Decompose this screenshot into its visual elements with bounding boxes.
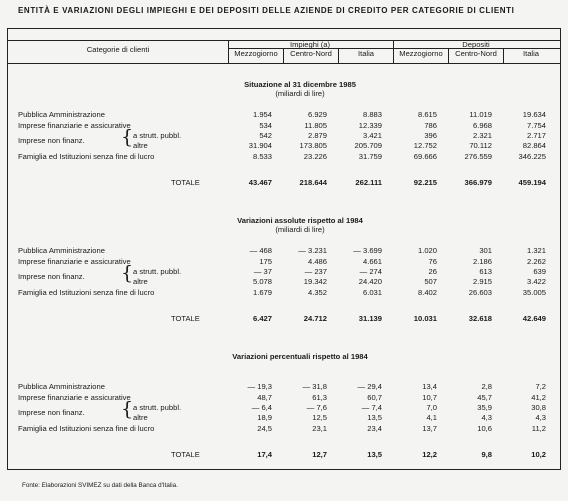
cell-famiglia: 8.402 xyxy=(417,288,437,297)
cell-altre: 5.078 xyxy=(252,277,272,286)
row-label-pa: Pubblica Amministrazione xyxy=(18,382,105,391)
row-label-sub1: a strutt. pubbl. xyxy=(133,131,182,140)
cell-imprese-finanziarie: 4.486 xyxy=(307,257,327,266)
cell-altre: 18,9 xyxy=(257,413,272,422)
cell-pubblica-amministrazione: 19.634 xyxy=(522,110,546,119)
table-title: ENTITÀ E VARIAZIONI DEGLI IMPIEGHI E DEI DEPOSITI DELLE AZIENDE DI CREDITO PER CATEGORIE DI CLIENTI xyxy=(18,6,515,15)
row-label-ifa: Imprese finanziarie e assicurative xyxy=(18,257,131,266)
brace-symbol: { xyxy=(121,262,134,284)
cell-altre: 19.342 xyxy=(303,277,327,286)
row-label-inf: Imprese non finanz. xyxy=(18,408,85,417)
cell-pubblica-amministrazione: 6.929 xyxy=(307,110,327,119)
cell-totale: 366.979 xyxy=(464,178,492,187)
row-label-sub2: altre xyxy=(133,277,148,286)
cell-imprese-finanziarie: 786 xyxy=(424,121,437,130)
cell-strutt-pubbl: — 7,4 xyxy=(361,403,382,412)
header-bottom-rule xyxy=(7,63,561,64)
cell-strutt-pubbl: — 7,6 xyxy=(306,403,327,412)
cell-altre: 173.805 xyxy=(299,141,327,150)
cell-pubblica-amministrazione: 1.020 xyxy=(417,246,437,255)
cell-totale: 32.618 xyxy=(468,314,492,323)
cell-imprese-finanziarie: 175 xyxy=(259,257,272,266)
cell-altre: 70.112 xyxy=(469,141,492,150)
cell-altre: 12.752 xyxy=(413,141,437,150)
cell-totale: 17,4 xyxy=(257,450,272,459)
col-header-centronord-imp: Centro-Nord xyxy=(290,49,332,58)
cell-imprese-finanziarie: 48,7 xyxy=(257,393,272,402)
cell-famiglia: 13,7 xyxy=(422,424,437,433)
cell-altre: 31.904 xyxy=(248,141,272,150)
cell-famiglia: 6.031 xyxy=(362,288,382,297)
row-label-ifa: Imprese finanziarie e assicurative xyxy=(18,121,131,130)
cell-totale: 31.139 xyxy=(358,314,382,323)
row-label-sub2: altre xyxy=(133,141,148,150)
cell-famiglia: 276.559 xyxy=(464,152,492,161)
cell-imprese-finanziarie: 4.661 xyxy=(362,257,382,266)
cell-totale: 12,7 xyxy=(312,450,327,459)
cell-strutt-pubbl: 2.717 xyxy=(526,131,546,140)
cell-imprese-finanziarie: 11.805 xyxy=(304,121,327,130)
cell-totale: 92.215 xyxy=(413,178,437,187)
cell-pubblica-amministrazione: — 3.231 xyxy=(298,246,327,255)
row-label-sub2: altre xyxy=(133,413,148,422)
cell-totale: 218.644 xyxy=(299,178,327,187)
cell-strutt-pubbl: 7,0 xyxy=(426,403,437,412)
cell-totale: 24.712 xyxy=(303,314,327,323)
cell-totale: 12,2 xyxy=(422,450,437,459)
col-divider-3 xyxy=(283,48,284,63)
row-label-totale: TOTALE xyxy=(171,314,200,323)
cell-imprese-finanziarie: 2.262 xyxy=(526,257,546,266)
cell-imprese-finanziarie: 534 xyxy=(259,121,272,130)
cell-altre: 12,5 xyxy=(312,413,327,422)
col-header-mezzogiorno-dep: Mezzogiorno xyxy=(399,49,443,58)
cell-famiglia: 346.225 xyxy=(518,152,546,161)
row-label-totale: TOTALE xyxy=(171,450,200,459)
cell-totale: 10.031 xyxy=(413,314,437,323)
cell-totale: 43.467 xyxy=(248,178,272,187)
cell-strutt-pubbl: — 237 xyxy=(304,267,327,276)
cell-imprese-finanziarie: 61,3 xyxy=(312,393,327,402)
cell-famiglia: 35.005 xyxy=(522,288,546,297)
cell-totale: 6.427 xyxy=(252,314,272,323)
cell-imprese-finanziarie: 12.339 xyxy=(358,121,382,130)
cell-strutt-pubbl: — 274 xyxy=(359,267,382,276)
section-title: Situazione al 31 dicembre 1985 xyxy=(244,80,356,89)
cell-altre: 205.709 xyxy=(354,141,382,150)
row-label-pa: Pubblica Amministrazione xyxy=(18,110,105,119)
cell-altre: 82.864 xyxy=(522,141,546,150)
cell-imprese-finanziarie: 76 xyxy=(428,257,437,266)
col-divider-5 xyxy=(448,48,449,63)
cell-famiglia: 4.352 xyxy=(307,288,327,297)
cell-totale: 42.649 xyxy=(522,314,546,323)
cell-famiglia: 69.666 xyxy=(413,152,437,161)
cell-altre: 507 xyxy=(424,277,437,286)
cell-famiglia: 23,1 xyxy=(312,424,327,433)
cell-totale: 459.194 xyxy=(518,178,546,187)
cell-totale: 9,8 xyxy=(481,450,492,459)
row-label-pa: Pubblica Amministrazione xyxy=(18,246,105,255)
cell-pubblica-amministrazione: — 31,8 xyxy=(302,382,327,391)
cell-totale: 10,2 xyxy=(531,450,546,459)
cell-strutt-pubbl: 396 xyxy=(424,131,437,140)
cell-imprese-finanziarie: 7.754 xyxy=(526,121,546,130)
cell-famiglia: 10,6 xyxy=(477,424,492,433)
row-label-inf: Imprese non finanz. xyxy=(18,136,85,145)
cell-imprese-finanziarie: 60,7 xyxy=(367,393,382,402)
row-label-totale: TOTALE xyxy=(171,178,200,187)
cell-pubblica-amministrazione: 11.019 xyxy=(469,110,492,119)
cell-altre: 3.422 xyxy=(526,277,546,286)
section-unit: (miliardi di lire) xyxy=(275,225,325,234)
depositi-header: Depositi xyxy=(462,40,490,49)
row-label-sub1: a strutt. pubbl. xyxy=(133,267,182,276)
cell-famiglia: 11,2 xyxy=(531,424,546,433)
cell-totale: 262.111 xyxy=(355,178,382,187)
cell-strutt-pubbl: 3.421 xyxy=(362,131,382,140)
row-label-fam: Famiglia ed Istituzioni senza fine di lucro xyxy=(18,424,155,433)
cell-pubblica-amministrazione: 1.954 xyxy=(252,110,272,119)
cell-imprese-finanziarie: 6.968 xyxy=(472,121,492,130)
cell-pubblica-amministrazione: 8.615 xyxy=(417,110,437,119)
col-divider-4 xyxy=(338,48,339,63)
brace-symbol: { xyxy=(121,126,134,148)
cell-strutt-pubbl: 542 xyxy=(259,131,272,140)
cell-imprese-finanziarie: 2.186 xyxy=(472,257,492,266)
cell-altre: 4,3 xyxy=(481,413,492,422)
cell-strutt-pubbl: 26 xyxy=(428,267,437,276)
cell-strutt-pubbl: — 6,4 xyxy=(251,403,272,412)
impieghi-header: Impieghi (a) xyxy=(289,40,331,49)
cell-strutt-pubbl: 2.321 xyxy=(472,131,492,140)
cell-altre: 24.420 xyxy=(358,277,382,286)
row-label-inf: Imprese non finanz. xyxy=(18,272,85,281)
cell-strutt-pubbl: — 37 xyxy=(253,267,272,276)
category-header: Categorie di clienti xyxy=(86,45,150,54)
section-unit: (miliardi di lire) xyxy=(275,89,325,98)
cell-famiglia: 24,5 xyxy=(257,424,272,433)
cell-pubblica-amministrazione: 1.321 xyxy=(526,246,546,255)
cell-altre: 4,3 xyxy=(535,413,546,422)
cell-altre: 4,1 xyxy=(426,413,437,422)
cell-famiglia: 1.679 xyxy=(252,288,272,297)
cell-strutt-pubbl: 2.879 xyxy=(307,131,327,140)
section-title: Variazioni percentuali rispetto al 1984 xyxy=(232,352,368,361)
col-header-mezzogiorno-imp: Mezzogiorno xyxy=(234,49,278,58)
cell-famiglia: 31.759 xyxy=(358,152,382,161)
group-rule xyxy=(228,48,561,49)
cell-totale: 13,5 xyxy=(367,450,382,459)
cell-strutt-pubbl: 613 xyxy=(479,267,492,276)
source-note: Fonte: Elaborazioni SVIMEZ su dati della Banca d'Italia. xyxy=(22,482,178,489)
cell-strutt-pubbl: 30,8 xyxy=(531,403,546,412)
cell-altre: 2.915 xyxy=(472,277,492,286)
cell-altre: 13,5 xyxy=(367,413,382,422)
cell-pubblica-amministrazione: — 468 xyxy=(249,246,272,255)
cell-famiglia: 23.226 xyxy=(303,152,327,161)
cell-pubblica-amministrazione: 8.883 xyxy=(362,110,382,119)
cell-pubblica-amministrazione: 7,2 xyxy=(535,382,546,391)
cell-imprese-finanziarie: 41,2 xyxy=(531,393,546,402)
col-header-centronord-dep: Centro-Nord xyxy=(455,49,497,58)
cell-pubblica-amministrazione: — 19,3 xyxy=(247,382,272,391)
col-header-italia-dep: Italia xyxy=(522,49,540,58)
col-divider-6 xyxy=(503,48,504,63)
col-divider-2 xyxy=(393,40,394,63)
cell-pubblica-amministrazione: 301 xyxy=(479,246,492,255)
cell-strutt-pubbl: 639 xyxy=(533,267,546,276)
row-label-fam: Famiglia ed Istituzioni senza fine di lucro xyxy=(18,152,155,161)
col-divider-1 xyxy=(228,40,229,63)
cell-famiglia: 23,4 xyxy=(367,424,382,433)
cell-famiglia: 8.533 xyxy=(252,152,272,161)
col-header-italia-imp: Italia xyxy=(357,49,375,58)
row-label-ifa: Imprese finanziarie e assicurative xyxy=(18,393,131,402)
cell-imprese-finanziarie: 45,7 xyxy=(477,393,492,402)
cell-imprese-finanziarie: 10,7 xyxy=(422,393,437,402)
cell-pubblica-amministrazione: — 29,4 xyxy=(357,382,382,391)
cell-pubblica-amministrazione: 2,8 xyxy=(481,382,492,391)
brace-symbol: { xyxy=(121,398,134,420)
cell-pubblica-amministrazione: 13,4 xyxy=(422,382,437,391)
section-title: Variazioni assolute rispetto al 1984 xyxy=(237,216,363,225)
cell-famiglia: 26.603 xyxy=(468,288,492,297)
row-label-fam: Famiglia ed Istituzioni senza fine di lucro xyxy=(18,288,155,297)
cell-strutt-pubbl: 35,9 xyxy=(477,403,492,412)
row-label-sub1: a strutt. pubbl. xyxy=(133,403,182,412)
cell-pubblica-amministrazione: — 3.699 xyxy=(353,246,382,255)
